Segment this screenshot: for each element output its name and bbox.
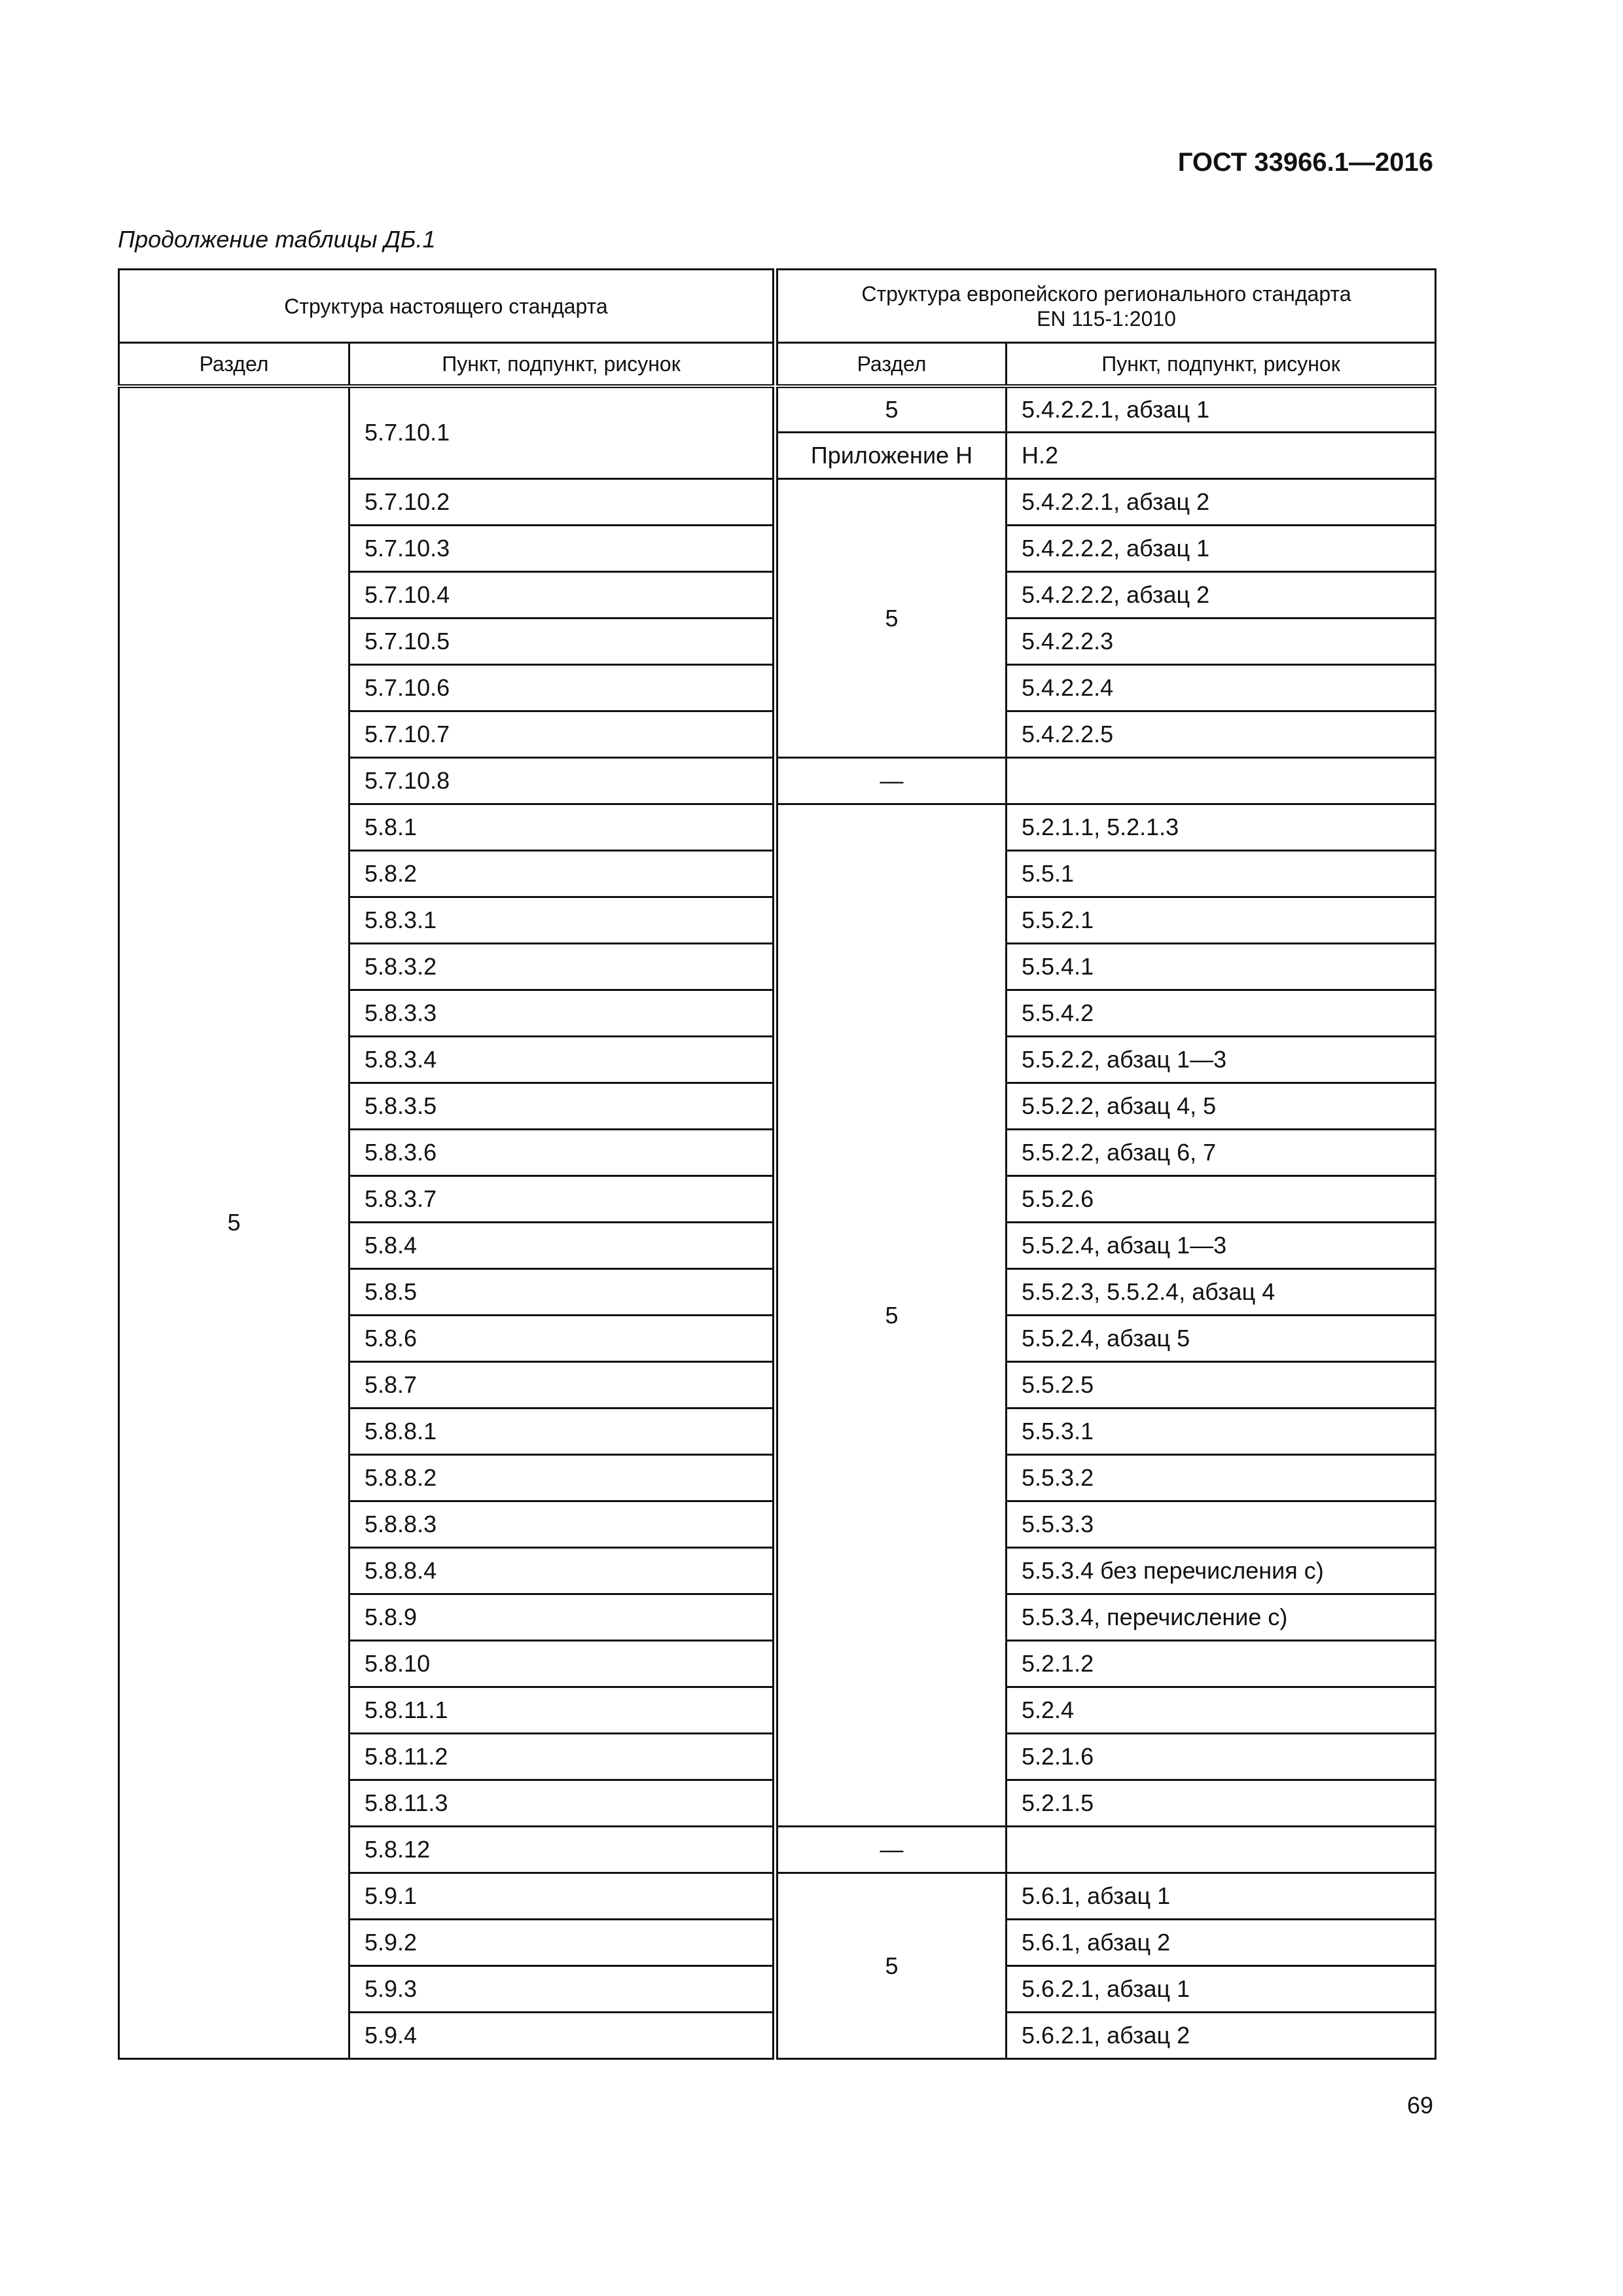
cell-item-european: 5.5.3.1 — [1007, 1408, 1436, 1455]
column-gap — [774, 1687, 777, 1734]
table-caption: Продолжение таблицы ДБ.1 — [118, 226, 436, 253]
cell-item-this: 5.8.6 — [349, 1316, 774, 1362]
cell-item-european: 5.5.3.2 — [1007, 1455, 1436, 1501]
cell-item-european: 5.5.1 — [1007, 851, 1436, 897]
col-header-section-left: Раздел — [119, 343, 349, 386]
cell-item-this: 5.8.3.6 — [349, 1130, 774, 1176]
cell-item-european: 5.4.2.2.3 — [1007, 619, 1436, 665]
cell-item-european: Н.2 — [1007, 433, 1436, 479]
cell-item-this: 5.7.10.2 — [349, 479, 774, 526]
cell-item-this: 5.8.1 — [349, 804, 774, 851]
cell-item-this: 5.7.10.4 — [349, 572, 774, 619]
column-gap — [774, 1362, 777, 1408]
cell-item-european: 5.4.2.2.4 — [1007, 665, 1436, 711]
cell-item-european: 5.6.1, абзац 1 — [1007, 1873, 1436, 1920]
cell-item-european — [1007, 1827, 1436, 1873]
cell-item-this: 5.8.3.2 — [349, 944, 774, 990]
cell-item-european: 5.5.3.4, перечисление с) — [1007, 1594, 1436, 1641]
column-gap — [774, 1269, 777, 1316]
column-gap — [774, 851, 777, 897]
column-gap — [774, 1176, 777, 1223]
cell-section-european: — — [777, 1827, 1007, 1873]
cell-item-european: 5.5.2.2, абзац 6, 7 — [1007, 1130, 1436, 1176]
cell-item-this: 5.8.12 — [349, 1827, 774, 1873]
cell-item-european: 5.5.2.4, абзац 1—3 — [1007, 1223, 1436, 1269]
cell-item-this: 5.8.8.2 — [349, 1455, 774, 1501]
cell-item-this: 5.7.10.5 — [349, 619, 774, 665]
cell-item-this: 5.8.11.3 — [349, 1780, 774, 1827]
column-gap — [774, 1083, 777, 1130]
col-header-section-right: Раздел — [777, 343, 1007, 386]
cell-item-this: 5.8.3.5 — [349, 1083, 774, 1130]
cell-item-this: 5.7.10.1 — [349, 386, 774, 479]
cell-item-this: 5.7.10.3 — [349, 526, 774, 572]
cell-item-this: 5.8.11.2 — [349, 1734, 774, 1780]
cell-item-this: 5.9.2 — [349, 1920, 774, 1966]
group-header-european-line1: Структура европейского регионального стандарта — [861, 281, 1351, 306]
group-header-row — [119, 270, 1436, 343]
cell-section-european: 5 — [777, 479, 1007, 758]
cell-item-european: 5.5.2.6 — [1007, 1176, 1436, 1223]
document-code: ГОСТ 33966.1—2016 — [1177, 148, 1433, 177]
cell-item-european: 5.5.4.2 — [1007, 990, 1436, 1037]
cell-item-european: 5.5.2.1 — [1007, 897, 1436, 944]
cell-section-european: Приложение Н — [777, 433, 1007, 479]
cell-item-european: 5.6.1, абзац 2 — [1007, 1920, 1436, 1966]
column-gap — [774, 2013, 777, 2059]
column-gap — [774, 944, 777, 990]
cell-item-european: 5.5.2.2, абзац 4, 5 — [1007, 1083, 1436, 1130]
cell-item-this: 5.8.3.4 — [349, 1037, 774, 1083]
column-gap — [774, 1223, 777, 1269]
cell-item-european: 5.5.2.5 — [1007, 1362, 1436, 1408]
cell-item-european: 5.2.1.6 — [1007, 1734, 1436, 1780]
cell-item-this: 5.9.3 — [349, 1966, 774, 2013]
cell-item-european: 5.5.4.1 — [1007, 944, 1436, 990]
cell-section-european: 5 — [777, 804, 1007, 1827]
column-gap — [774, 990, 777, 1037]
column-gap — [774, 1780, 777, 1827]
cell-item-this: 5.8.10 — [349, 1641, 774, 1687]
cell-item-european: 5.5.2.2, абзац 1—3 — [1007, 1037, 1436, 1083]
column-gap — [774, 1316, 777, 1362]
cell-section-european: 5 — [777, 386, 1007, 433]
column-gap — [774, 1920, 777, 1966]
table-row — [119, 386, 1436, 433]
cell-item-european: 5.2.1.1, 5.2.1.3 — [1007, 804, 1436, 851]
cell-item-this: 5.8.3.1 — [349, 897, 774, 944]
cell-item-this: 5.8.7 — [349, 1362, 774, 1408]
column-gap — [774, 1037, 777, 1083]
cell-item-this: 5.8.4 — [349, 1223, 774, 1269]
column-gap — [774, 619, 777, 665]
column-header-row — [119, 343, 1436, 386]
correspondence-table — [118, 268, 1436, 2060]
column-gap — [774, 1594, 777, 1641]
cell-item-this: 5.8.9 — [349, 1594, 774, 1641]
group-header-european-standard — [777, 270, 1436, 343]
cell-item-this: 5.7.10.7 — [349, 711, 774, 758]
column-gap — [774, 1734, 777, 1780]
cell-item-this: 5.9.4 — [349, 2013, 774, 2059]
column-gap — [774, 526, 777, 572]
column-gap — [774, 1455, 777, 1501]
cell-item-this: 5.7.10.6 — [349, 665, 774, 711]
col-header-item-left: Пункт, подпункт, рисунок — [349, 343, 774, 386]
cell-item-european: 5.5.3.4 без перечисления с) — [1007, 1548, 1436, 1594]
group-header-this-standard: Структура настоящего стандарта — [119, 270, 774, 343]
cell-item-this: 5.8.3.3 — [349, 990, 774, 1037]
page-number: 69 — [1406, 2092, 1433, 2119]
group-header-european-line2: EN 115-1:2010 — [1037, 306, 1176, 331]
cell-item-european: 5.4.2.2.1, абзац 1 — [1007, 386, 1436, 433]
column-gap — [774, 711, 777, 758]
cell-item-european: 5.5.2.4, абзац 5 — [1007, 1316, 1436, 1362]
cell-item-this: 5.8.8.3 — [349, 1501, 774, 1548]
cell-item-european: 5.2.1.2 — [1007, 1641, 1436, 1687]
cell-item-european: 5.5.2.3, 5.5.2.4, абзац 4 — [1007, 1269, 1436, 1316]
cell-item-european: 5.4.2.2.2, абзац 1 — [1007, 526, 1436, 572]
column-gap — [774, 1130, 777, 1176]
cell-item-this: 5.8.5 — [349, 1269, 774, 1316]
cell-item-this: 5.8.2 — [349, 851, 774, 897]
cell-section-european: — — [777, 758, 1007, 804]
cell-item-this: 5.7.10.8 — [349, 758, 774, 804]
cell-item-european: 5.2.1.5 — [1007, 1780, 1436, 1827]
column-gap — [774, 572, 777, 619]
cell-item-european: 5.5.3.3 — [1007, 1501, 1436, 1548]
cell-item-european: 5.4.2.2.1, абзац 2 — [1007, 479, 1436, 526]
cell-item-european: 5.4.2.2.2, абзац 2 — [1007, 572, 1436, 619]
cell-item-this: 5.8.8.1 — [349, 1408, 774, 1455]
cell-item-this: 5.8.11.1 — [349, 1687, 774, 1734]
column-gap — [774, 1501, 777, 1548]
cell-item-european — [1007, 758, 1436, 804]
cell-item-this: 5.8.3.7 — [349, 1176, 774, 1223]
column-gap — [774, 665, 777, 711]
cell-item-european: 5.6.2.1, абзац 2 — [1007, 2013, 1436, 2059]
column-gap — [774, 1408, 777, 1455]
table-body — [119, 386, 1436, 2059]
cell-item-european: 5.6.2.1, абзац 1 — [1007, 1966, 1436, 2013]
column-gap — [774, 1966, 777, 2013]
cell-section-european: 5 — [777, 1873, 1007, 2059]
cell-section-this: 5 — [119, 386, 349, 2059]
cell-item-this: 5.9.1 — [349, 1873, 774, 1920]
column-gap — [774, 1641, 777, 1687]
cell-item-european: 5.2.4 — [1007, 1687, 1436, 1734]
column-gap — [774, 897, 777, 944]
cell-item-this: 5.8.8.4 — [349, 1548, 774, 1594]
col-header-item-right: Пункт, подпункт, рисунок — [1007, 343, 1436, 386]
column-gap — [774, 1548, 777, 1594]
cell-item-european: 5.4.2.2.5 — [1007, 711, 1436, 758]
